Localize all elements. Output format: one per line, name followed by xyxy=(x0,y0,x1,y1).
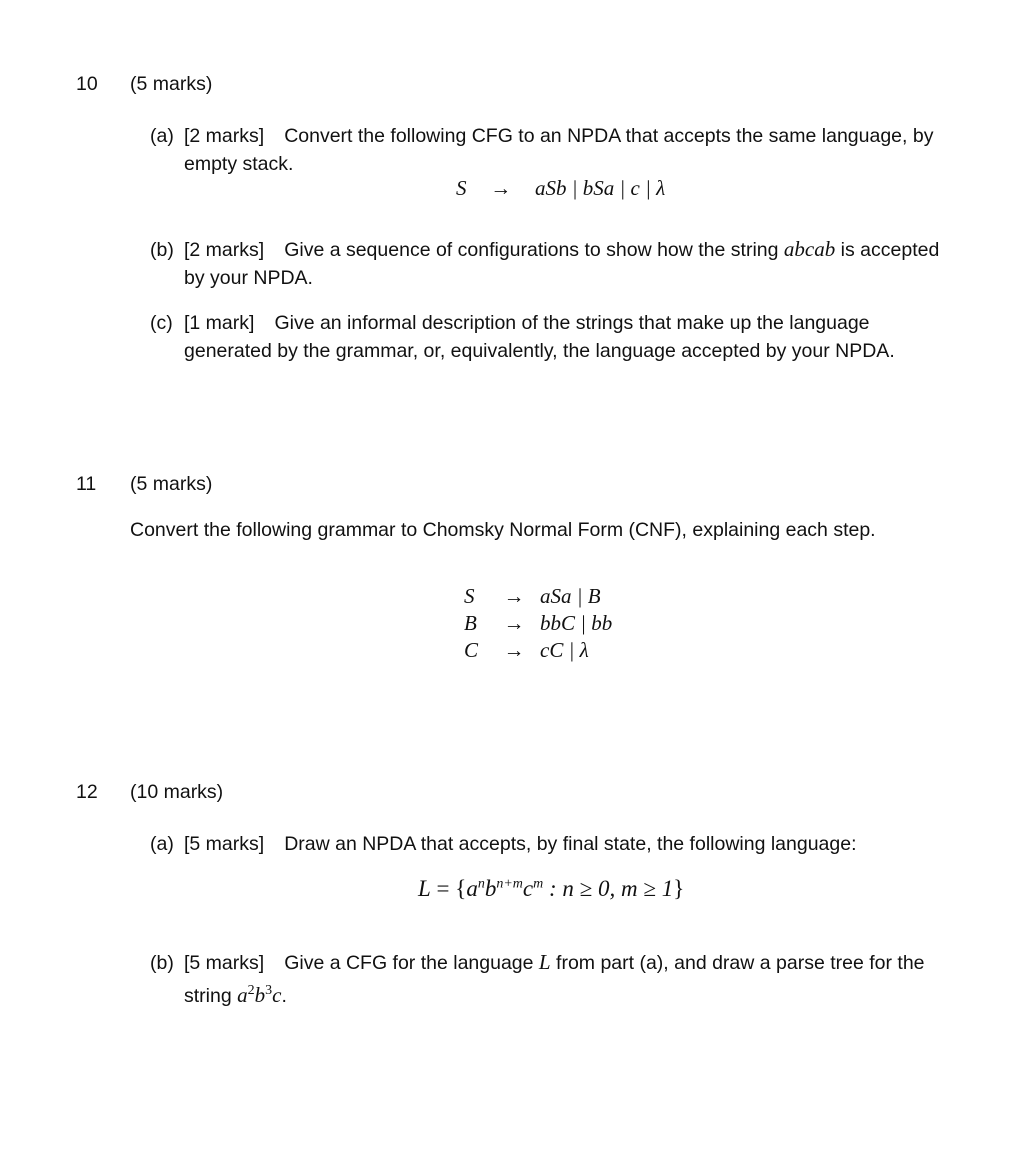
equals-sign: = xyxy=(436,876,450,901)
part-text-continued: generated by the grammar, or, equivalently, the language accepted by your NPDA. xyxy=(184,340,895,362)
part-marks: [1 mark] xyxy=(184,312,255,334)
question-marks: (5 marks) xyxy=(130,473,213,495)
part-marks: [5 marks] xyxy=(184,952,265,974)
symbol-b: b xyxy=(484,876,497,901)
part-text-continued: empty stack. xyxy=(184,153,294,175)
part-a xyxy=(150,830,960,858)
part-b xyxy=(150,235,960,292)
part-text: Draw an NPDA that accepts, by final state, the following language: xyxy=(284,833,857,855)
part-label: (b) xyxy=(150,952,174,974)
part-marks: [5 marks] xyxy=(184,833,265,855)
rule-rhs: aSa | B xyxy=(540,584,601,608)
rule-lhs: C xyxy=(464,638,479,662)
rule-arrow: → xyxy=(503,584,525,608)
symbol-a: a xyxy=(237,983,248,1007)
part-b xyxy=(150,948,960,1010)
symbol-b: b xyxy=(254,983,266,1007)
part-text: Convert the following CFG to an NPDA that accepts the same language, by xyxy=(284,125,934,147)
part-text-post: is accepted xyxy=(840,239,940,261)
symbol-c: c xyxy=(272,983,282,1007)
part-text: Give a CFG for the language xyxy=(284,952,534,974)
part-marks: [2 marks] xyxy=(184,125,265,147)
part-c xyxy=(150,309,960,365)
rule-arrow: → xyxy=(503,638,525,662)
math-string: abcab xyxy=(783,237,836,261)
part-label: (a) xyxy=(150,125,174,147)
grammar-rules xyxy=(464,584,612,663)
part-text: Give an informal description of the strings that make up the language xyxy=(274,312,870,334)
question-marks: (5 marks) xyxy=(130,73,213,95)
rule-arrow: → xyxy=(503,611,525,635)
rule-lhs: B xyxy=(464,611,477,635)
string-label: string xyxy=(184,985,232,1007)
cfg-rule xyxy=(456,176,665,201)
symbol-c: c xyxy=(522,876,534,901)
question-number: 12 xyxy=(76,781,98,803)
rule-arrow: → xyxy=(490,176,512,200)
rule-rhs: aSb | bSa | c | λ xyxy=(535,176,666,200)
language-name: L xyxy=(418,876,431,901)
exponent-m: m xyxy=(533,876,544,892)
rule-rhs: cC | λ xyxy=(540,638,589,662)
part-label: (a) xyxy=(150,833,174,855)
part-text-continued xyxy=(150,977,960,1010)
part-label: (b) xyxy=(150,239,174,261)
exponent-n: n xyxy=(477,876,485,892)
question-text: Convert the following grammar to Chomsky Normal Form (CNF), explaining each step. xyxy=(130,519,876,541)
example-string xyxy=(237,983,281,1007)
set-close-brace: } xyxy=(673,876,685,901)
symbol-a: a xyxy=(466,876,478,901)
part-marks: [2 marks] xyxy=(184,239,265,261)
part-text-post: from part (a), and draw a parse tree for the xyxy=(556,952,925,974)
question-number: 11 xyxy=(76,473,97,495)
part-a xyxy=(150,122,960,178)
rule-lhs: S xyxy=(464,584,475,608)
exponent-a: 2 xyxy=(247,983,255,998)
exponent-b: 3 xyxy=(265,983,273,998)
language-name: L xyxy=(538,950,551,974)
question-number: 10 xyxy=(76,73,98,95)
part-text-continued: by your NPDA. xyxy=(184,267,313,289)
period: . xyxy=(281,985,287,1007)
part-label: (c) xyxy=(150,312,173,334)
exponent-n-plus-m: n+m xyxy=(496,876,523,892)
part-text: Give a sequence of configurations to show how the string xyxy=(284,239,779,261)
language-definition xyxy=(418,876,684,902)
rule-rhs: bbC | bb xyxy=(540,611,613,635)
set-open-brace: { xyxy=(455,876,467,901)
rule-lhs: S xyxy=(456,176,467,200)
set-condition: : n ≥ 0, m ≥ 1 xyxy=(548,876,674,901)
question-marks: (10 marks) xyxy=(130,781,224,803)
